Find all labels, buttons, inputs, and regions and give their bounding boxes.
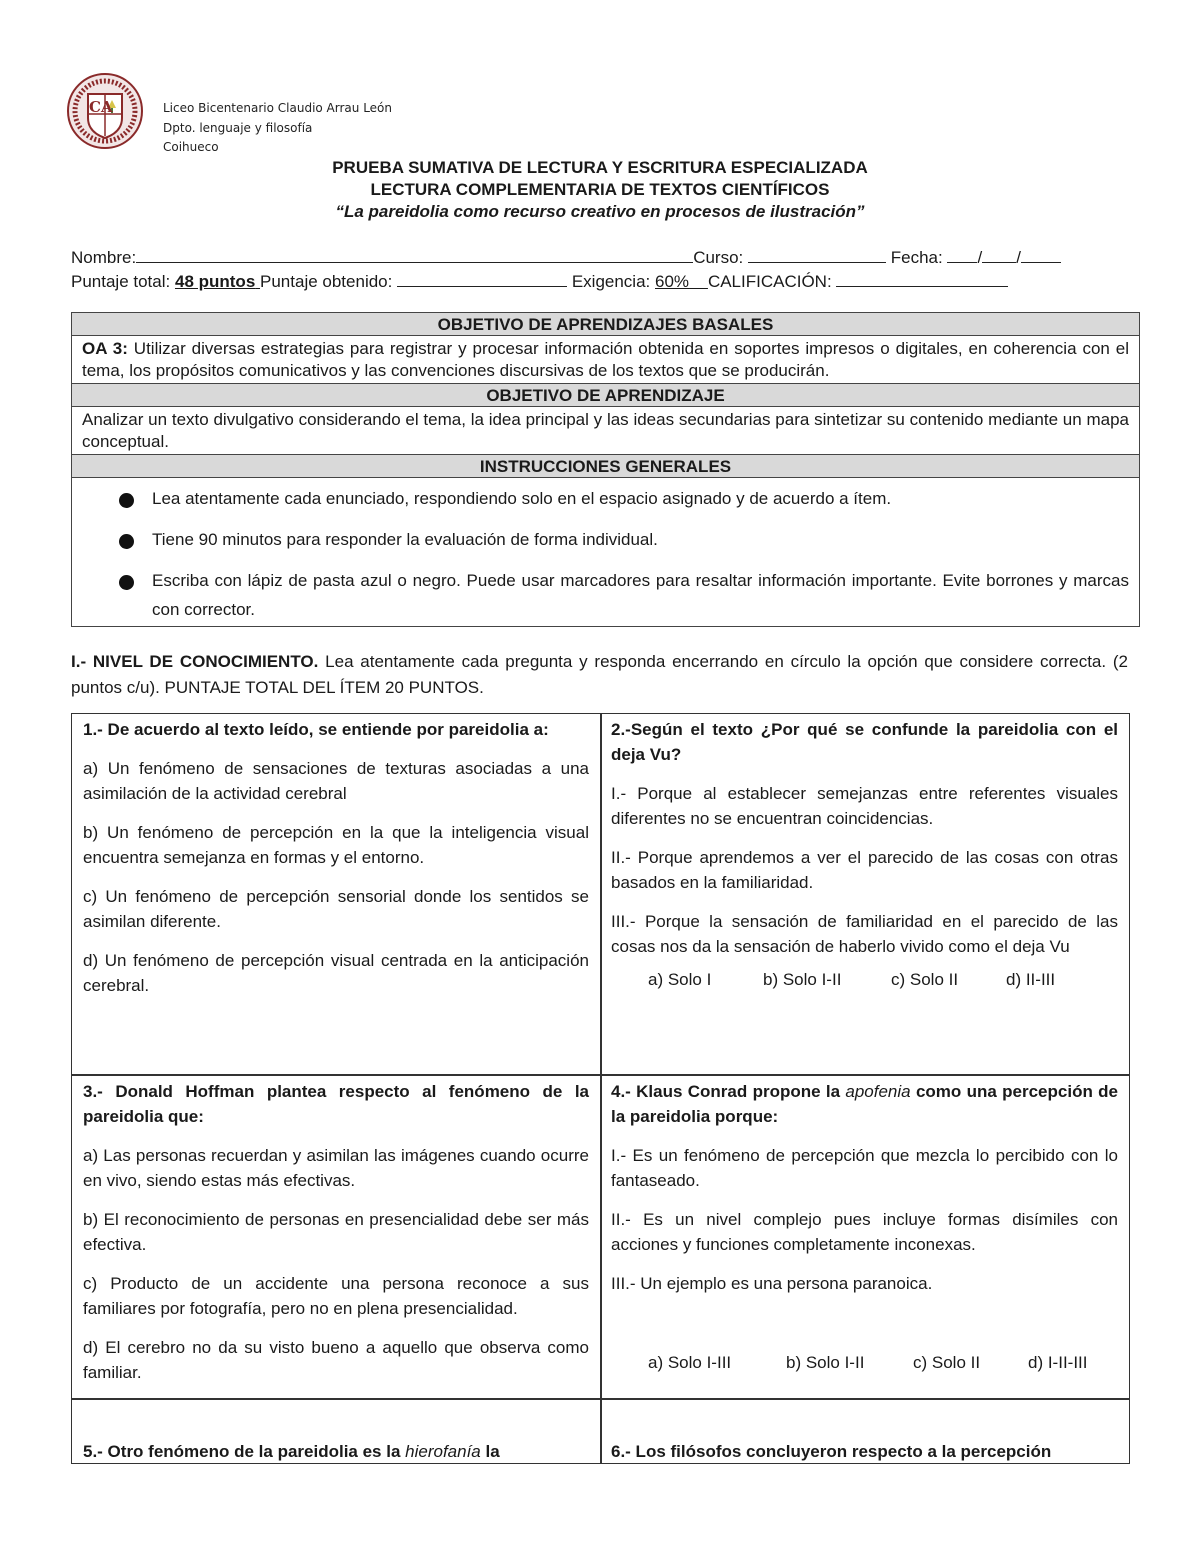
question-3-option-a[interactable]: a) Las personas recuerdan y asimilan las imágenes cuando ocurre en vivo, siendo estas más efectivas. [83,1146,589,1190]
question-2-statement-3: III.- Porque la sensación de familiaridad en el parecido de las cosas nos da la sensación de haberlo vivido como el deja Vu [611,912,1118,956]
oa-basal-cell [72,336,1140,384]
question-6 [611,1439,1123,1464]
question-2-choices [611,967,1118,992]
question-3-stem: 3.- Donald Hoffman plantea respecto al fenómeno de la pareidolia que: [83,1082,589,1126]
fecha-day-field[interactable] [947,246,977,263]
section-text: Lea atentamente cada pregunta y responda encerrando en círculo la opción que considere correcta. (2 puntos c/u). PUNTAJE TOTAL DEL ÍTEM 20 PUNTOS. [71,652,1129,697]
nombre-field[interactable] [136,246,693,263]
document-titles [0,157,1200,223]
question-4-stem [611,1079,1118,1129]
question-4-choice-d[interactable]: d) I-II-III [1028,1353,1088,1372]
question-5 [83,1439,589,1464]
logo-lettering: CA [89,98,113,116]
nombre-label: Nombre: [71,248,137,267]
instructions-cell [72,478,1140,627]
question-4-stem-term: apofenia [845,1082,911,1101]
oa-learning-text: Analizar un texto divulgativo considerando el tema, la idea principal y las ideas secundarias para sintetizar su contenido mediante un mapa conceptual. [72,407,1140,455]
instructions-list [72,478,1139,624]
question-2-choice-d[interactable]: d) II-III [1006,970,1056,989]
question-5-stem-end: la [480,1442,500,1461]
question-3 [83,1079,589,1385]
oa-header: OBJETIVO DE APRENDIZAJE [72,384,1140,407]
question-1-option-d[interactable]: d) Un fenómeno de percepción visual centrada en la anticipación cerebral. [83,951,589,995]
question-2-statement-1: I.- Porque al establecer semejanzas entre referentes visuales diferentes no se encuentran coincidencias. [611,784,1118,828]
instruction-item [112,484,1129,514]
question-5-stem-term: hierofanía [405,1442,481,1461]
instruction-text: Escriba con lápiz de pasta azul o negro. Puede usar marcadores para resaltar información importante. Evite borrones y marcas con corrector. [152,571,1129,619]
question-2-choice-c[interactable]: c) Solo II [891,970,959,989]
curso-label: Curso: [693,248,744,267]
objectives-table [71,312,1140,627]
question-1-option-c[interactable]: c) Un fenómeno de percepción sensorial donde los sentidos se asimilan diferente. [83,887,589,931]
student-fields-row-2 [71,270,1008,293]
calificacion-label: CALIFICACIÓN: [707,272,832,291]
question-2-choice-a[interactable]: a) Solo I [648,970,712,989]
fecha-label: Fecha: [890,248,943,267]
oa-code: OA 3: [82,339,128,358]
question-4-choices [611,1350,1118,1375]
student-fields-row-1 [71,246,1061,269]
puntaje-total-label: Puntaje total: [71,272,171,291]
question-4-choice-b[interactable]: b) Solo I-II [786,1353,865,1372]
question-3-option-d[interactable]: d) El cerebro no da su visto bueno a aquello que observa como familiar. [83,1338,589,1382]
question-4-statement-3: III.- Un ejemplo es una persona paranoica. [611,1274,933,1293]
school-info [163,99,392,158]
fecha-month-field[interactable] [982,246,1016,263]
bullet-icon [119,534,134,549]
puntaje-obtenido-label: Puntaje obtenido: [260,272,393,291]
instruction-text: Tiene 90 minutos para responder la evaluación de forma individual. [152,530,658,549]
question-4-choice-a[interactable]: a) Solo I-III [648,1353,732,1372]
grid-divider-horizontal [72,1398,1129,1400]
puntaje-obtenido-field[interactable] [397,270,567,287]
question-4 [611,1079,1118,1375]
section-intro [71,649,1128,701]
date-separator: / [977,248,983,267]
oa-text: Utilizar diversas estrategias para registrar y procesar información obtenida en soportes impresos o digitales, en coherencia con el tema, los propósitos comunicativos y las convenciones discursivas de los textos que se producirán. [82,339,1129,380]
calificacion-field[interactable] [836,270,1008,287]
question-2-choice-b[interactable]: b) Solo I-II [763,970,842,989]
title-main: PRUEBA SUMATIVA DE LECTURA Y ESCRITURA ESPECIALIZADA [332,158,868,177]
question-4-stem-end: como una percepción de la pareidolia porque: [611,1082,1118,1126]
date-separator: / [1016,248,1021,267]
question-1-option-a[interactable]: a) Un fenómeno de sensaciones de texturas asociadas a una asimilación de la actividad cerebral [83,759,589,803]
school-department: Dpto. lenguaje y filosofía [163,120,313,135]
curso-field[interactable] [748,246,886,263]
question-3-option-c[interactable]: c) Producto de un accidente una persona reconoce a sus familiares por fotografía, pero no en plena presencialidad. [83,1274,589,1318]
question-4-statement-2: II.- Es un nivel complejo pues incluye formas disímiles con acciones y funciones completamente inconexas. [611,1210,1118,1254]
question-1-stem: 1.- De acuerdo al texto leído, se entiende por pareidolia a: [83,720,549,739]
grid-divider-vertical [600,714,602,1463]
question-4-statement-1: I.- Es un fenómeno de percepción que mezcla lo percibido con lo fantaseado. [611,1146,1118,1190]
exigencia-label: Exigencia: [571,272,651,291]
question-2-stem: 2.-Según el texto ¿Por qué se confunde la pareidolia con el deja Vu? [611,720,1118,764]
question-2 [611,717,1118,992]
oab-header: OBJETIVO DE APRENDIZAJES BASALES [72,313,1140,336]
question-1 [83,717,589,998]
school-logo [66,72,144,150]
exigencia-value: 60% [655,272,690,291]
instruction-item [112,566,1129,624]
bullet-icon [119,575,134,590]
question-1-option-b[interactable]: b) Un fenómeno de percepción en la que la inteligencia visual encuentra semejanza en formas y el entorno. [83,823,589,867]
fecha-year-field[interactable] [1021,246,1061,263]
bullet-icon [119,493,134,508]
question-2-statement-2: II.- Porque aprendemos a ver el parecido de las cosas con otras basados en la familiaridad. [611,848,1118,892]
instruction-item [112,525,1129,555]
question-5-stem [83,1439,589,1464]
section-heading: I.- NIVEL DE CONOCIMIENTO. [71,652,319,671]
school-city: Coihueco [163,140,219,154]
question-4-choice-c[interactable]: c) Solo II [913,1353,981,1372]
puntaje-total-value: 48 puntos [174,272,256,291]
instructions-header: INSTRUCCIONES GENERALES [72,455,1140,478]
question-5-stem-start: 5.- Otro fenómeno de la pareidolia es la [83,1442,406,1461]
question-4-stem-start: 4.- Klaus Conrad propone la [611,1082,846,1101]
question-6-stem: 6.- Los filósofos concluyeron respecto a la percepción [611,1442,1052,1461]
title-topic: “La pareidolia como recurso creativo en procesos de ilustración” [335,202,865,221]
school-name: Liceo Bicentenario Claudio Arrau León [163,101,393,115]
question-3-option-b[interactable]: b) El reconocimiento de personas en presencialidad debe ser más efectiva. [83,1210,589,1254]
title-sub: LECTURA COMPLEMENTARIA DE TEXTOS CIENTÍFICOS [370,180,830,199]
grid-divider-horizontal [72,1074,1129,1076]
instruction-text: Lea atentamente cada enunciado, respondiendo solo en el espacio asignado y de acuerdo a ítem. [152,489,892,508]
questions-grid [71,713,1130,1464]
